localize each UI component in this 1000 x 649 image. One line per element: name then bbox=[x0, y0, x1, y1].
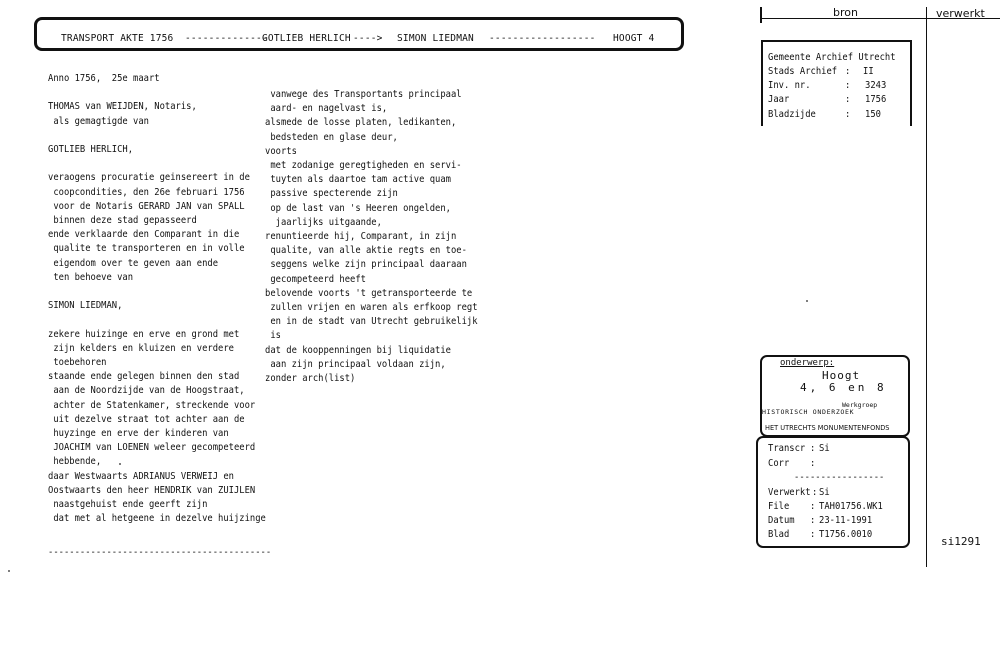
deed-line: renuntieerde hij, Comparant, in zijn bbox=[265, 231, 457, 242]
subject-numbers: 4, 6 en 8 bbox=[800, 381, 887, 394]
deed-line: zullen vrijen en waren als erfkoop regt bbox=[265, 302, 478, 313]
deed-line: staande ende gelegen binnen den stad bbox=[48, 371, 240, 383]
deed-line: als gemagtigde van bbox=[48, 115, 149, 127]
deed-line: zijn kelders en kluizen en verdere bbox=[48, 342, 234, 354]
monumentenfonds-label: HET UTRECHTS MONUMENTENFONDS bbox=[765, 424, 890, 432]
datum-label: Datum bbox=[768, 515, 795, 526]
archive-reference-box bbox=[761, 40, 912, 126]
deed-line: aan de Noordzijde van de Hoogstraat, bbox=[48, 385, 245, 397]
deed-line: jaarlijks uitgaande, bbox=[265, 216, 382, 228]
party-from: GOTLIEB HERLICH bbox=[262, 33, 351, 44]
header-dashes: -------------- bbox=[185, 33, 268, 44]
deed-line: aard- en nagelvast is, bbox=[265, 103, 388, 115]
deed-line: dat de kooppenningen bij liquidatie bbox=[265, 344, 451, 356]
deed-line: Oostwaarts den heer HENDRIK van ZUIJLEN bbox=[48, 484, 256, 496]
archive-field-value: 150 bbox=[865, 108, 881, 120]
transcr-label: Transcr bbox=[768, 443, 806, 454]
deed-line: ende verklaarde den Comparant in die bbox=[48, 229, 240, 241]
deed-line: voor de Notaris GERARD JAN van SPALL bbox=[48, 200, 245, 212]
deed-line: uit dezelve straat tot achter aan de bbox=[48, 413, 245, 425]
verwerkt-field-label: Verwerkt bbox=[768, 487, 811, 498]
deed-line: huyzinge en erve der kinderen van bbox=[48, 428, 229, 439]
corr-label: Corr bbox=[768, 458, 790, 469]
transcription-box: Transcr : Si Corr : ----------------- Verwerkt : Si File : TAH01756.WK1 Datum : 23-11-1991 Blad : T1756.0010 bbox=[756, 436, 910, 548]
deed-line: belovende voorts 't getransporteerde te bbox=[265, 287, 473, 299]
deed-line: en in de stadt van Utrecht gebruikelijk bbox=[265, 316, 478, 328]
deed-line: seggens welke zijn principaal daaraan bbox=[265, 259, 467, 271]
verwerkt-divider bbox=[926, 7, 927, 567]
deed-line: GOTLIEB HERLICH, bbox=[48, 144, 134, 155]
bron-label: bron bbox=[833, 6, 858, 19]
deed-line: gecompeteerd heeft bbox=[265, 273, 366, 285]
speck bbox=[8, 570, 10, 572]
deed-line: Anno 1756, 25e maart bbox=[48, 73, 160, 84]
deed-line: achter de Statenkamer, streckende voor bbox=[48, 399, 256, 411]
datum-value: 23-11-1991 bbox=[819, 515, 873, 526]
deed-line: coopcondities, den 26e februari 1756 bbox=[48, 186, 245, 198]
deed-line: THOMAS van WEIJDEN, Notaris, bbox=[48, 101, 197, 113]
deed-line: zekere huizinge en erve en grond met bbox=[48, 328, 240, 340]
deed-line: binnen deze stad gepasseerd bbox=[48, 215, 197, 226]
location-label: HOOGT 4 bbox=[613, 33, 655, 44]
archive-title: Gemeente Archief Utrecht bbox=[768, 52, 896, 63]
blad-value: T1756.0010 bbox=[819, 529, 873, 540]
speck bbox=[806, 300, 808, 302]
deed-line: SIMON LIEDMAN, bbox=[48, 300, 123, 312]
deed-line: tuyten als daartoe tam active quam bbox=[265, 174, 451, 186]
deed-line: passive specterende zijn bbox=[265, 188, 398, 200]
deed-line: alsmede de losse platen, ledikanten, bbox=[265, 117, 457, 129]
deed-line: qualite, van alle aktie regts en toe- bbox=[265, 245, 467, 257]
header-dashes: ------------------ bbox=[489, 33, 596, 44]
archive-field-value: 1756 bbox=[865, 94, 887, 106]
deed-line: qualite te transporteren en in volle bbox=[48, 243, 245, 255]
deed-line: vanwege des Transportants principaal bbox=[265, 89, 462, 100]
archive-field-separator: : bbox=[845, 94, 851, 106]
deed-line: naastgehuist ende geerft zijn bbox=[48, 499, 208, 510]
transcr-value: Si bbox=[819, 443, 830, 454]
bottom-dashed-rule: ------------------------------------------ bbox=[48, 547, 272, 558]
bron-tick bbox=[760, 7, 762, 23]
deed-line: hebbende, bbox=[48, 456, 102, 468]
deed-line: met zodanige geregtigheden en servi- bbox=[265, 160, 462, 171]
deed-line: zonder arch(list) bbox=[265, 373, 356, 384]
archive-field-separator: : bbox=[845, 66, 851, 77]
historisch-onderzoek-label: HISTORISCH ONDERZOEK bbox=[762, 408, 855, 416]
archive-field-label: Stads Archief bbox=[768, 66, 838, 77]
archive-field-separator: : bbox=[845, 80, 851, 92]
deed-line: voorts bbox=[265, 145, 297, 157]
deed-line: aan zijn principaal voldaan zijn, bbox=[265, 358, 446, 370]
speck bbox=[119, 463, 121, 465]
archive-field-label: Jaar bbox=[768, 94, 790, 106]
blad-label: Blad bbox=[768, 529, 790, 540]
deed-line: ten behoeve van bbox=[48, 271, 134, 283]
file-value: TAH01756.WK1 bbox=[819, 501, 883, 512]
deed-line: eigendom over te geven aan ende bbox=[48, 257, 219, 269]
deed-line: is bbox=[265, 330, 281, 342]
onderwerp-label: onderwerp: bbox=[780, 358, 835, 368]
subject-street: Hoogt bbox=[822, 369, 861, 382]
verwerkt-label: verwerkt bbox=[936, 7, 985, 20]
deed-line: op de last van 's Heeren ongelden, bbox=[265, 202, 451, 214]
party-to: SIMON LIEDMAN bbox=[397, 33, 474, 44]
subject-stamp bbox=[760, 355, 910, 437]
header-arrow: ----> bbox=[353, 33, 383, 44]
header-box bbox=[34, 17, 684, 51]
archive-field-value: 3243 bbox=[865, 80, 887, 92]
document-title: TRANSPORT AKTE 1756 bbox=[61, 33, 174, 44]
deed-line: veraogens procuratie geinsereert in de bbox=[48, 172, 250, 184]
werkgroep-label: Werkgroep bbox=[842, 401, 878, 409]
archive-field-label: Bladzijde bbox=[768, 108, 816, 120]
verwerkt-value: Si bbox=[819, 487, 830, 498]
file-label: File bbox=[768, 501, 790, 512]
deed-line: JOACHIM van LOENEN weleer gecompeteerd bbox=[48, 442, 256, 454]
deed-line: dat met al hetgeene in dezelve huijzinge bbox=[48, 513, 266, 525]
deed-line: daar Westwaarts ADRIANUS VERWEIJ en bbox=[48, 470, 234, 482]
deed-line: toebehoren bbox=[48, 357, 107, 368]
archive-field-separator: : bbox=[845, 108, 851, 120]
archive-field-label: Inv. nr. bbox=[768, 80, 811, 92]
archivist-code: si1291 bbox=[941, 535, 981, 548]
transcr-rule: ----------------- bbox=[794, 472, 885, 483]
deed-line: bedsteden en glase deur, bbox=[265, 131, 398, 143]
archive-field-value: II bbox=[863, 66, 874, 77]
